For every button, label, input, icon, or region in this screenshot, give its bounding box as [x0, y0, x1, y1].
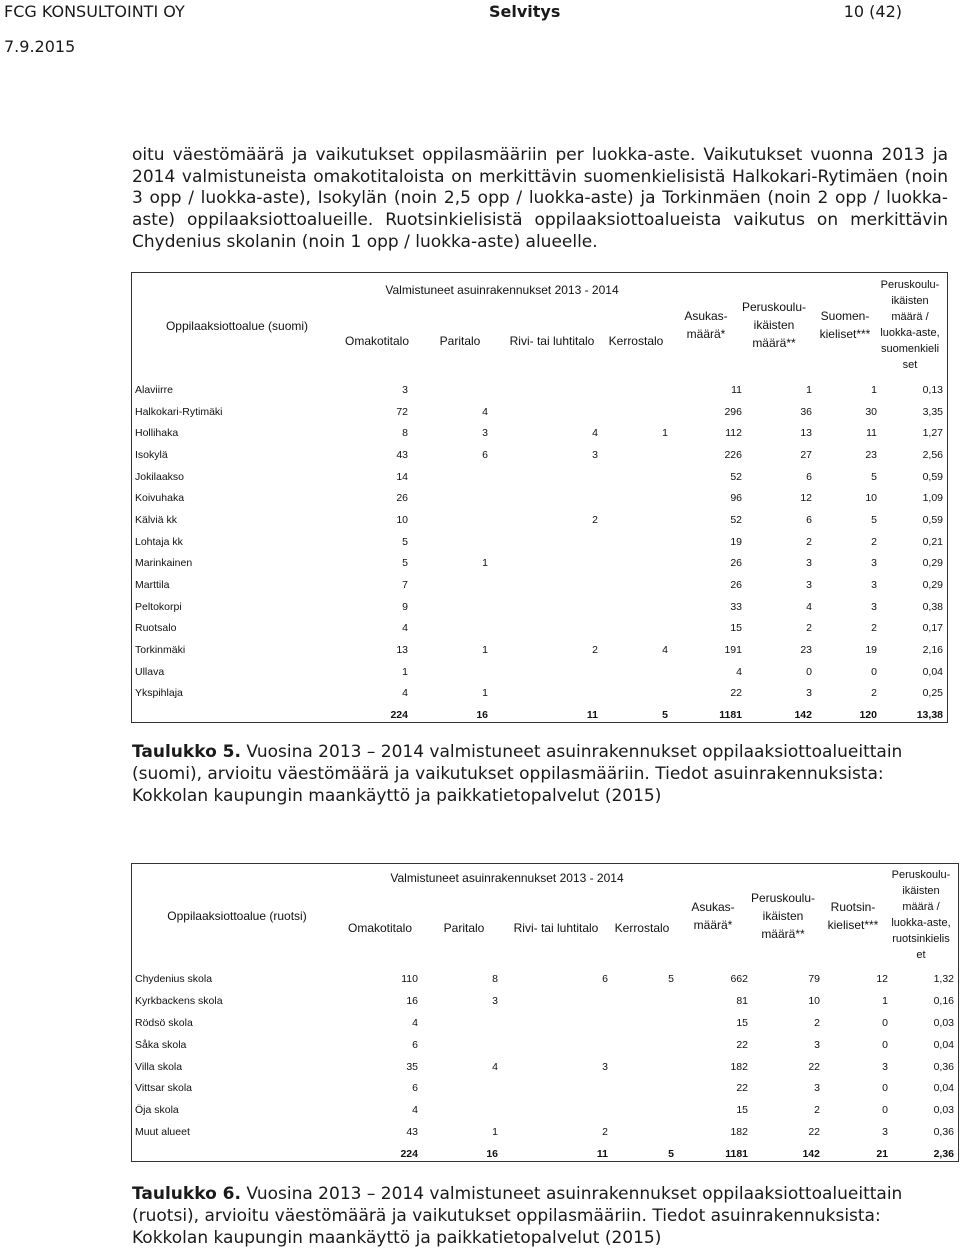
value-cell: 43: [396, 448, 408, 461]
value-cell: 16: [406, 994, 418, 1007]
value-cell: [412, 574, 492, 596]
table-row: [132, 1121, 958, 1143]
value-cell: 142: [794, 709, 812, 722]
table-row: [132, 444, 947, 466]
value-cell: 6: [806, 513, 812, 526]
value-cell: 3: [814, 1082, 820, 1095]
value-cell: 1: [482, 557, 488, 570]
value-cell: [602, 661, 672, 683]
area-name-cell: Ullava: [135, 665, 165, 678]
value-cell: 12: [876, 972, 888, 985]
value-cell: 0: [882, 1104, 888, 1117]
value-cell: 5: [402, 535, 408, 548]
value-cell: [612, 1056, 678, 1078]
col-kieliset: Ruotsin- kieliset***: [827, 900, 879, 932]
value-cell: 12: [800, 492, 812, 505]
value-cell: 13: [396, 644, 408, 657]
value-cell: [602, 466, 672, 488]
value-cell: 33: [730, 600, 742, 613]
table-row: [132, 1099, 958, 1121]
value-cell: 0,36: [933, 1126, 954, 1139]
area-name-cell: Isokylä: [135, 448, 168, 461]
col-per-luokka-aste: Peruskoulu- ikäisten määrä / luokka-aste, suomenkieli set: [880, 279, 940, 371]
value-cell: 6: [412, 1038, 418, 1051]
value-cell: 1: [882, 994, 888, 1007]
value-cell: 0,59: [922, 470, 943, 483]
value-cell: 22: [808, 1126, 820, 1139]
value-cell: 5: [871, 470, 877, 483]
table-row: [132, 401, 947, 423]
value-cell: 10: [808, 994, 820, 1007]
value-cell: 22: [736, 1038, 748, 1051]
value-cell: [412, 466, 492, 488]
value-cell: 1: [871, 383, 877, 396]
value-cell: 182: [730, 1060, 748, 1073]
value-cell: 1: [402, 665, 408, 678]
table-row: [132, 487, 947, 509]
value-cell: 0,38: [922, 600, 943, 613]
value-cell: 0,16: [933, 994, 954, 1007]
value-cell: [602, 553, 672, 575]
value-cell: 26: [730, 579, 742, 592]
value-cell: [422, 1012, 502, 1034]
value-cell: 191: [724, 644, 742, 657]
area-name-cell: Halkokari-Rytimäki: [135, 405, 223, 418]
value-cell: 110: [401, 972, 418, 985]
col-rivitalo: Rivi- tai luhtitalo: [513, 921, 599, 935]
value-cell: 11: [731, 383, 742, 396]
value-cell: 0: [871, 665, 877, 678]
value-cell: 662: [730, 972, 748, 985]
area-name-cell: Muut alueet: [135, 1126, 190, 1139]
table-row: [132, 1012, 958, 1034]
value-cell: 0,03: [933, 1016, 954, 1029]
col-kerrostalo: Kerrostalo: [608, 334, 664, 348]
table-row: [132, 968, 958, 990]
value-cell: 5: [668, 972, 674, 985]
area-name-cell: Vittsar skola: [135, 1082, 192, 1095]
value-cell: 1181: [725, 1148, 748, 1161]
value-cell: [602, 401, 672, 423]
value-cell: 1: [482, 644, 488, 657]
value-cell: 22: [808, 1060, 820, 1073]
value-cell: 11: [586, 709, 598, 722]
value-cell: 22: [730, 687, 742, 700]
value-cell: [492, 553, 602, 575]
value-cell: 27: [800, 448, 812, 461]
area-name-cell: Kyrkbackens skola: [135, 994, 223, 1007]
col-paritalo: Paritalo: [443, 921, 485, 935]
value-cell: 23: [865, 448, 877, 461]
value-cell: [612, 1077, 678, 1099]
value-cell: [602, 574, 672, 596]
value-cell: 36: [800, 405, 812, 418]
value-cell: 13: [800, 427, 812, 440]
value-cell: 96: [730, 492, 742, 505]
value-cell: [492, 401, 602, 423]
value-cell: 3: [882, 1126, 888, 1139]
value-cell: 23: [800, 644, 812, 657]
value-cell: [412, 509, 492, 531]
value-cell: 0,13: [922, 383, 943, 396]
value-cell: [612, 1121, 678, 1143]
value-cell: [602, 379, 672, 401]
value-cell: 0: [806, 665, 812, 678]
col-asukasmaara: Asukas- määrä*: [691, 900, 735, 932]
col-omakotitalo: Omakotitalo: [347, 921, 413, 935]
page-number: 10 (42): [843, 2, 902, 21]
value-cell: 5: [402, 557, 408, 570]
value-cell: 142: [802, 1148, 820, 1161]
value-cell: 21: [876, 1148, 888, 1161]
value-cell: [492, 379, 602, 401]
value-cell: [612, 1099, 678, 1121]
value-cell: [492, 531, 602, 553]
value-cell: 9: [402, 600, 408, 613]
value-cell: 0,04: [933, 1038, 954, 1051]
value-cell: 3: [806, 687, 812, 700]
value-cell: 19: [865, 644, 877, 657]
value-cell: 4: [736, 665, 742, 678]
table-body: [132, 968, 958, 1165]
value-cell: 0,59: [922, 513, 943, 526]
value-cell: 15: [736, 1104, 748, 1117]
value-cell: 5: [668, 1148, 674, 1161]
value-cell: 0: [882, 1038, 888, 1051]
col-kerrostalo: Kerrostalo: [614, 921, 670, 935]
value-cell: 0,04: [922, 665, 943, 678]
value-cell: 2,56: [922, 448, 943, 461]
group-header: Valmistuneet asuinrakennukset 2013 - 2014: [385, 283, 619, 297]
table-row: [132, 531, 947, 553]
col-peruskouluikaisten: Peruskoulu- ikäisten määrä**: [750, 891, 816, 941]
value-cell: 8: [402, 427, 408, 440]
table-body: [132, 379, 947, 726]
value-cell: [412, 487, 492, 509]
value-cell: [412, 596, 492, 618]
company-name: FCG KONSULTOINTI OY: [4, 2, 185, 21]
area-header: Oppilaaksiottoalue (ruotsi): [167, 909, 307, 923]
value-cell: 2: [871, 687, 877, 700]
area-name-cell: Chydenius skola: [135, 972, 213, 985]
value-cell: 2: [806, 535, 812, 548]
value-cell: [602, 487, 672, 509]
document-type: Selvitys: [489, 2, 561, 21]
document-date: 7.9.2015: [4, 37, 76, 56]
value-cell: 1,32: [933, 972, 954, 985]
table-row: [132, 574, 947, 596]
value-cell: [412, 531, 492, 553]
value-cell: [602, 618, 672, 640]
value-cell: 2: [871, 535, 877, 548]
value-cell: [422, 1077, 502, 1099]
value-cell: [492, 487, 602, 509]
value-cell: 4: [412, 1016, 418, 1029]
value-cell: 3: [871, 557, 877, 570]
value-cell: 224: [400, 1148, 418, 1161]
value-cell: 6: [602, 972, 608, 985]
total-row: [132, 1143, 958, 1165]
value-cell: 0,17: [922, 622, 943, 635]
value-cell: [492, 618, 602, 640]
value-cell: [422, 1034, 502, 1056]
value-cell: 3: [482, 427, 488, 440]
value-cell: 3: [492, 994, 498, 1007]
value-cell: 4: [662, 644, 668, 657]
value-cell: 3: [871, 579, 877, 592]
value-cell: 30: [865, 405, 877, 418]
value-cell: 22: [736, 1082, 748, 1095]
value-cell: 3: [806, 579, 812, 592]
value-cell: 5: [662, 709, 668, 722]
value-cell: 4: [412, 1104, 418, 1117]
value-cell: [412, 618, 492, 640]
area-name-cell: Torkinmäki: [135, 644, 186, 657]
value-cell: 7: [402, 579, 408, 592]
value-cell: 1: [482, 687, 488, 700]
value-cell: 6: [482, 448, 488, 461]
table-row: [132, 553, 947, 575]
col-per-luokka-aste: Peruskoulu- ikäisten määrä / luokka-aste, ruotsinkielis et: [891, 869, 951, 961]
table-suomi: [131, 272, 948, 723]
value-cell: [412, 661, 492, 683]
total-row: [132, 704, 947, 726]
value-cell: [502, 990, 612, 1012]
value-cell: 79: [808, 972, 820, 985]
col-peruskouluikaisten: Peruskoulu- ikäisten määrä**: [741, 300, 807, 350]
area-name-cell: [132, 1143, 282, 1165]
value-cell: 3: [814, 1038, 820, 1051]
value-cell: [502, 1099, 612, 1121]
area-name-cell: [132, 704, 282, 726]
value-cell: 0,03: [933, 1104, 954, 1117]
value-cell: 8: [492, 972, 498, 985]
value-cell: 0: [882, 1082, 888, 1095]
value-cell: 15: [730, 622, 742, 635]
value-cell: 14: [396, 470, 408, 483]
value-cell: [412, 379, 492, 401]
value-cell: 16: [476, 709, 488, 722]
value-cell: [602, 683, 672, 705]
area-name-cell: Ykspihlaja: [135, 687, 183, 700]
value-cell: 0,25: [922, 687, 943, 700]
col-paritalo: Paritalo: [439, 334, 481, 348]
value-cell: 0,29: [922, 557, 943, 570]
col-asukasmaara: Asukas- määrä*: [684, 309, 728, 341]
value-cell: 10: [865, 492, 877, 505]
value-cell: 2: [814, 1016, 820, 1029]
value-cell: 26: [396, 492, 408, 505]
area-name-cell: Alaviirre: [135, 383, 173, 396]
value-cell: 52: [730, 470, 742, 483]
area-name-cell: Marttila: [135, 579, 170, 592]
value-cell: [602, 509, 672, 531]
table-row: [132, 1056, 958, 1078]
value-cell: 2,36: [933, 1148, 954, 1161]
col-omakotitalo: Omakotitalo: [344, 334, 410, 348]
value-cell: 1: [806, 383, 812, 396]
value-cell: 2: [871, 622, 877, 635]
table-row: [132, 990, 958, 1012]
value-cell: 0,36: [933, 1060, 954, 1073]
value-cell: [502, 1077, 612, 1099]
value-cell: 10: [396, 513, 408, 526]
value-cell: 4: [806, 600, 812, 613]
group-header: Valmistuneet asuinrakennukset 2013 - 2014: [390, 871, 624, 885]
value-cell: 6: [412, 1082, 418, 1095]
table-row: [132, 509, 947, 531]
area-name-cell: Rödsö skola: [135, 1016, 193, 1029]
value-cell: 5: [871, 513, 877, 526]
value-cell: [492, 574, 602, 596]
value-cell: 0: [882, 1016, 888, 1029]
value-cell: [612, 1012, 678, 1034]
value-cell: 0,21: [922, 535, 943, 548]
table-ruotsi: [131, 863, 959, 1162]
value-cell: 3: [592, 448, 598, 461]
value-cell: 3: [871, 600, 877, 613]
value-cell: 4: [482, 405, 488, 418]
table-row: [132, 379, 947, 401]
value-cell: 2: [592, 513, 598, 526]
value-cell: 19: [730, 535, 742, 548]
value-cell: 26: [730, 557, 742, 570]
value-cell: 3: [882, 1060, 888, 1073]
table-row: [132, 618, 947, 640]
area-name-cell: Marinkainen: [135, 557, 193, 570]
table-row: [132, 661, 947, 683]
value-cell: 1181: [719, 709, 742, 722]
value-cell: [612, 990, 678, 1012]
value-cell: 2: [602, 1126, 608, 1139]
value-cell: 120: [859, 709, 877, 722]
area-name-cell: Öja skola: [135, 1104, 179, 1117]
caption-taulukko-6: Taulukko 6. Vuosina 2013 – 2014 valmistuneet asuinrakennukset oppilaaksiottoalueittain (ruotsi), arvioitu väestömäärä ja vaikutukset oppilasmääriin. Tiedot asuinrakennuksista: Kokkolan kaupungin maankäyttö ja paikkatietopalvelut (2015): [132, 1184, 903, 1248]
caption-taulukko-5: Taulukko 5. Vuosina 2013 – 2014 valmistuneet asuinrakennukset oppilaaksiottoalueittain (suomi), arvioitu väestömäärä ja vaikutukset oppilasmääriin. Tiedot asuinrakennuksista: Kokkolan kaupungin maankäyttö ja paikkatietopalvelut (2015): [132, 742, 903, 806]
value-cell: [602, 596, 672, 618]
value-cell: [602, 531, 672, 553]
value-cell: 226: [724, 448, 742, 461]
col-kieliset: Suomen- kieliset***: [819, 309, 871, 341]
value-cell: 112: [725, 427, 742, 440]
value-cell: 296: [724, 405, 742, 418]
table-row: [132, 639, 947, 661]
value-cell: 3: [602, 1060, 608, 1073]
col-rivitalo: Rivi- tai luhtitalo: [509, 334, 595, 348]
table-row: [132, 596, 947, 618]
table-row: [132, 466, 947, 488]
value-cell: 43: [406, 1126, 418, 1139]
value-cell: 4: [402, 687, 408, 700]
value-cell: 182: [730, 1126, 748, 1139]
value-cell: 2: [806, 622, 812, 635]
value-cell: 11: [596, 1148, 608, 1161]
area-name-cell: Ruotsalo: [135, 622, 177, 635]
area-header: Oppilaaksiottoalue (suomi): [165, 319, 309, 333]
area-name-cell: Peltokorpi: [135, 600, 182, 613]
value-cell: 1: [492, 1126, 498, 1139]
area-name-cell: Såka skola: [135, 1038, 187, 1051]
value-cell: [492, 596, 602, 618]
value-cell: 3: [402, 383, 408, 396]
value-cell: 1,27: [922, 427, 943, 440]
area-name-cell: Villa skola: [135, 1060, 183, 1073]
value-cell: 4: [402, 622, 408, 635]
value-cell: 4: [592, 427, 598, 440]
value-cell: 2: [814, 1104, 820, 1117]
table-row: [132, 1077, 958, 1099]
area-name-cell: Kälviä kk: [135, 513, 178, 526]
value-cell: 81: [736, 994, 748, 1007]
value-cell: 4: [492, 1060, 498, 1073]
body-paragraph: oitu väestömäärä ja vaikutukset oppilasmääriin per luokka-aste. Vaikutukset vuonna 2013 ja 2014 valmistuneista omakotitaloista on merkittävin suomenkielisistä Halkokari-Rytimäen (noin 3 opp / luokka-aste), Isokylän (noin 2,5 opp / luokka-aste) ja Torkinmäen (noin 2 opp / luokka-aste) oppilaaksiottoalueille. Ruotsinkielisistä oppilaaksiottoalueista vaikutus on merkittävin Chydenius skolanin (noin 1 opp / luokka-aste) alueelle.: [132, 145, 948, 252]
value-cell: 11: [866, 427, 877, 440]
value-cell: 16: [486, 1148, 498, 1161]
value-cell: [502, 1012, 612, 1034]
value-cell: [612, 1034, 678, 1056]
area-name-cell: Hollihaka: [135, 427, 179, 440]
value-cell: 2: [592, 644, 598, 657]
value-cell: [492, 683, 602, 705]
value-cell: 3: [806, 557, 812, 570]
value-cell: [422, 1099, 502, 1121]
value-cell: 35: [406, 1060, 418, 1073]
value-cell: 6: [806, 470, 812, 483]
value-cell: 15: [736, 1016, 748, 1029]
value-cell: 0,29: [922, 579, 943, 592]
value-cell: 52: [730, 513, 742, 526]
value-cell: 13,38: [916, 709, 943, 722]
value-cell: 1,09: [922, 492, 943, 505]
area-name-cell: Jokilaakso: [135, 470, 185, 483]
value-cell: [602, 444, 672, 466]
value-cell: [492, 466, 602, 488]
table-row: [132, 422, 947, 444]
area-name-cell: Koivuhaka: [135, 492, 185, 505]
table-row: [132, 1034, 958, 1056]
value-cell: [502, 1034, 612, 1056]
value-cell: 3,35: [922, 405, 943, 418]
value-cell: [492, 661, 602, 683]
area-name-cell: Lohtaja kk: [135, 535, 183, 548]
table-row: [132, 683, 947, 705]
value-cell: 224: [390, 709, 408, 722]
value-cell: 72: [396, 405, 408, 418]
value-cell: 2,16: [922, 644, 943, 657]
value-cell: 1: [662, 427, 668, 440]
value-cell: 0,04: [933, 1082, 954, 1095]
